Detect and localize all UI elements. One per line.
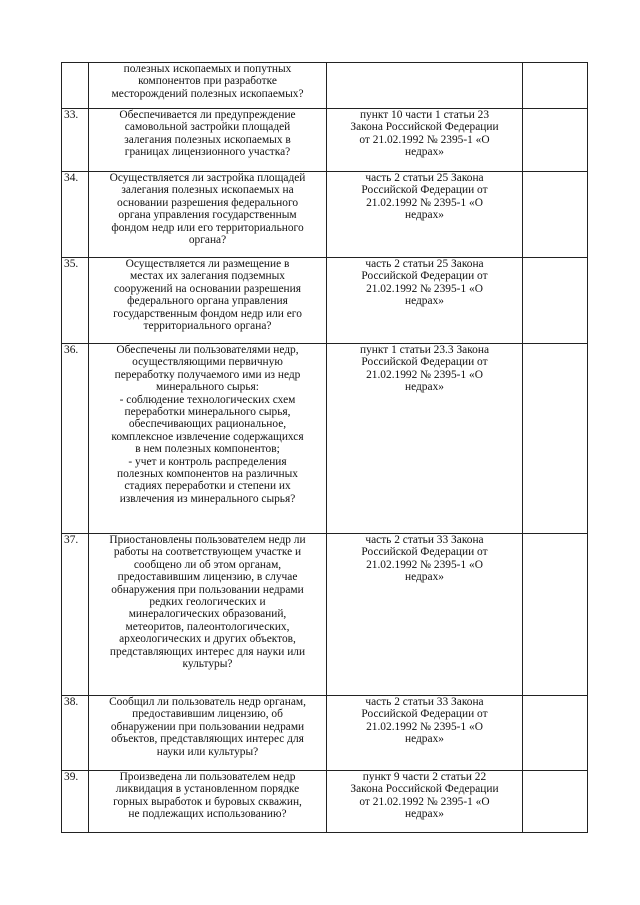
question-text-line: комплексное извлечение содержащихся [111,430,304,443]
table-row [62,109,588,172]
question-text-line: горных выработок и буровых скважин, [113,795,302,808]
legal-reference-line: от 21.02.1992 № 2395-1 «О [359,795,490,808]
legal-reference-cell [327,771,523,833]
table-row [62,172,588,258]
row-number: 39. [62,771,89,833]
table-row [62,696,588,771]
question-cell [89,534,327,696]
legal-reference-line: 21.02.1992 № 2395-1 «О [366,196,483,209]
legal-reference-cell [327,534,523,696]
answer-cell[interactable] [523,63,588,109]
question-text-line: не подлежащих использованию? [128,808,287,821]
question-text-line: компонентов при разработке [138,75,277,88]
question-cell [89,172,327,258]
question-text-line: обнаружения при пользовании недрами [111,583,304,596]
question-cell [89,344,327,534]
question-text-line: Произведена ли пользователем недр [119,771,296,783]
legal-reference-line: 21.02.1992 № 2395-1 «О [366,720,483,733]
legal-reference-line: часть 2 статьи 33 Закона [365,534,484,546]
legal-reference-line: часть 2 статьи 33 Закона [365,696,484,708]
legal-reference-line: Российской Федерации от [361,546,488,559]
question-text-line: местах их залегания подземных [130,270,285,283]
question-text-line: - соблюдение технологических схем [119,393,296,406]
legal-reference-line: 21.02.1992 № 2395-1 «О [366,368,483,381]
legal-reference-line: Российской Федерации от [361,356,488,369]
legal-reference-line: от 21.02.1992 № 2395-1 «О [359,133,490,146]
legal-reference-line: недрах» [405,808,444,821]
answer-cell[interactable] [523,258,588,344]
row-number [62,63,89,109]
question-text-line: залегания полезных ископаемых в [124,133,291,146]
answer-cell[interactable] [523,109,588,172]
legal-reference-line: недрах» [405,733,444,746]
legal-reference-line: Российской Федерации от [361,184,488,197]
row-number: 37. [62,534,89,696]
legal-reference-line: пункт 1 статьи 23.3 Закона [359,344,490,356]
legal-reference-line: Российской Федерации от [361,708,488,721]
question-text-line: археологических и других объектов, [119,633,296,646]
question-text-line: редких геологических и [149,596,266,609]
question-text-line: науки или культуры? [156,745,259,758]
checklist-body [62,63,588,833]
question-text-line: стадиях переработки и степени их [124,480,291,493]
question-text-line: извлечения из минерального сырья? [119,492,296,505]
legal-reference-line: недрах» [405,295,444,308]
question-text-line: представляющих интерес для науки или [109,645,306,658]
question-text-line: обнаружении при пользовании недрами [110,720,305,733]
legal-reference-line: часть 2 статьи 25 Закона [365,258,484,270]
legal-reference-cell [327,344,523,534]
question-text-line: обеспечивающих рациональное, [128,418,287,431]
row-number: 33. [62,109,89,172]
question-text-line: работы на соответствующем участке и [113,546,302,559]
question-text-line: фондом недр или его территориального [111,221,304,234]
table-row [62,63,588,109]
legal-reference-cell [327,258,523,344]
question-cell [89,258,327,344]
question-text-line: объектов, представляющих интерес для [111,733,304,746]
question-cell [89,109,327,172]
question-text-line: переработку получаемого ими из недр [114,368,301,381]
question-text-line: федерального органа управления [127,295,288,308]
question-text-line: полезных компонентов на различных [117,468,298,481]
answer-cell[interactable] [523,172,588,258]
legal-reference-line: пункт 9 части 2 статьи 22 [362,771,487,783]
question-text-line: территориального органа? [143,320,272,333]
checklist-table [61,62,588,833]
question-text-line: Осуществляется ли застройка площадей [109,172,306,184]
legal-reference-cell [327,696,523,771]
row-number: 36. [62,344,89,534]
question-text-line: ликвидация в установленном порядке [115,783,300,796]
legal-reference-line: недрах» [405,381,444,394]
question-text-line: Сообщил ли пользователь недр органам, [109,696,306,708]
question-text-line: органа управления государственным [118,209,297,222]
table-row [62,344,588,534]
row-number: 35. [62,258,89,344]
legal-reference-line: недрах» [405,209,444,222]
answer-cell[interactable] [523,771,588,833]
row-number: 34. [62,172,89,258]
question-text-line: Обеспечены ли пользователями недр, [116,344,299,356]
legal-reference-line: недрах» [405,146,444,159]
question-text-line: минералогических образований, [128,608,287,621]
row-number: 38. [62,696,89,771]
question-text-line: культуры? [182,658,233,671]
question-text-line: предоставившим лицензию, в случае [117,571,298,584]
legal-reference-line: 21.02.1992 № 2395-1 «О [366,282,483,295]
question-text-line: границах лицензионного участка? [124,146,291,159]
question-text-line: предоставившим лицензию, об [132,708,283,721]
legal-reference-cell [327,63,523,109]
question-text-line: в нем полезных компонентов; [135,443,280,456]
legal-reference-line: недрах» [405,571,444,584]
legal-reference-line: часть 2 статьи 25 Закона [365,172,484,184]
question-text-line: сообщено ли об этом органам, [133,558,282,571]
question-text-line: Осуществляется ли размещение в [125,258,290,270]
legal-reference-cell [327,172,523,258]
table-row [62,258,588,344]
legal-reference-line: 21.02.1992 № 2395-1 «О [366,558,483,571]
question-cell [89,771,327,833]
question-text-line: самовольной застройки площадей [124,121,291,134]
question-text-line: переработки минерального сырья, [124,406,291,419]
legal-reference-line: Закона Российской Федерации [350,121,499,134]
question-text-line: залегания полезных ископаемых на [121,184,294,197]
question-text-line: осуществляющими первичную [132,356,283,369]
question-text-line: сооружений на основании разрешения [114,282,301,295]
question-text-line: минерального сырья: [156,381,259,394]
question-text-line: основании разрешения федерального [116,196,299,209]
question-cell [89,696,327,771]
answer-cell[interactable] [523,534,588,696]
question-text-line: месторождений полезных ископаемых? [111,87,304,100]
legal-reference-line: пункт 10 части 1 статьи 23 [359,109,490,121]
table-row [62,534,588,696]
legal-reference-line: Закона Российской Федерации [350,783,499,796]
question-text-line: полезных ископаемых и попутных [123,63,292,75]
legal-reference-cell [327,109,523,172]
question-text-line: органа? [188,234,227,247]
question-text-line: - учет и контроль распределения [128,455,287,468]
legal-reference-line: Российской Федерации от [361,270,488,283]
question-cell [89,63,327,109]
answer-cell[interactable] [523,696,588,771]
question-text-line: государственным фондом недр или его [113,307,302,320]
answer-cell[interactable] [523,344,588,534]
question-text-line: Обеспечивается ли предупреждение [119,109,296,121]
table-row [62,771,588,833]
question-text-line: метеоритов, палеонтологических, [125,620,290,633]
question-text-line: Приостановлены пользователем недр ли [109,534,306,546]
